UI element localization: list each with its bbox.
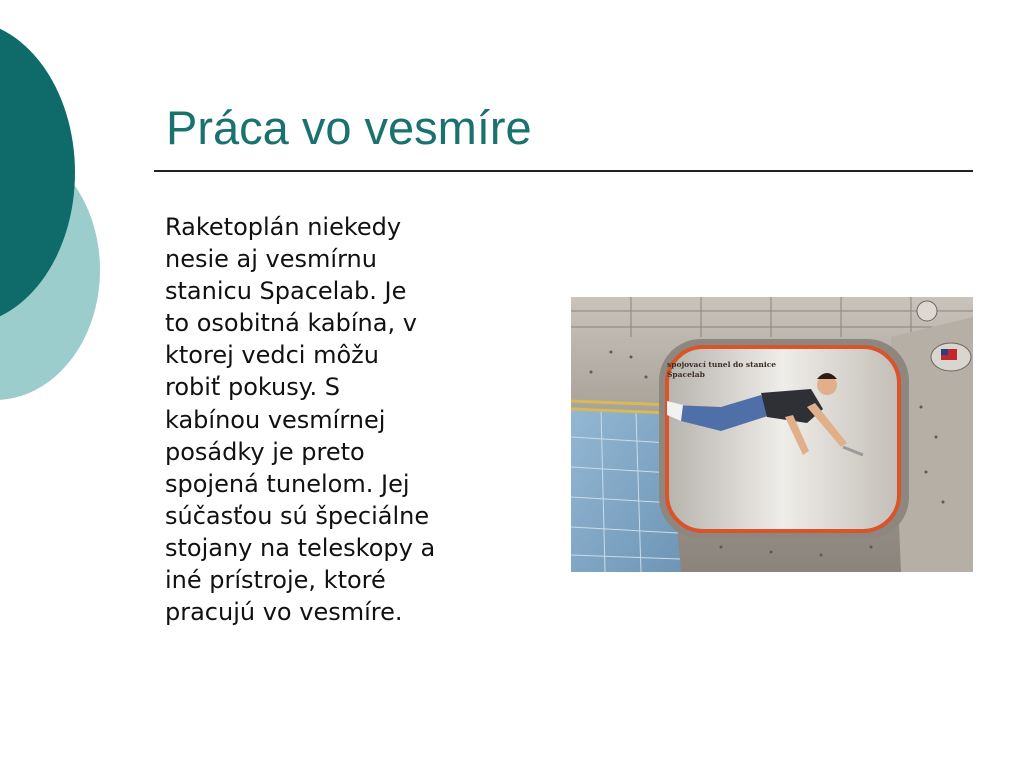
body-line: stojany na teleskopy a bbox=[165, 533, 436, 562]
body-line: robiť pokusy. S bbox=[165, 373, 341, 402]
tunnel-caption-line1: spojovací tunel do stanice bbox=[667, 360, 777, 369]
body-line: spojená tunelom. Jej bbox=[165, 469, 410, 498]
body-line: stanicu Spacelab. Je bbox=[165, 277, 407, 306]
spacelab-tunnel-illustration bbox=[571, 297, 973, 572]
slide-title: Práca vo vesmíre bbox=[166, 101, 532, 154]
body-line: nesie aj vesmírnu bbox=[165, 245, 377, 274]
hatch-icon bbox=[917, 301, 937, 321]
body-line: pracujú vo vesmíre. bbox=[165, 598, 403, 627]
body-line: to osobitná kabína, v bbox=[165, 309, 417, 338]
body-line: iné prístroje, ktoré bbox=[165, 566, 386, 595]
body-line: posádky je preto bbox=[165, 437, 365, 466]
body-line: ktorej vedci môžu bbox=[165, 341, 379, 370]
body-line: kabínou vesmírnej bbox=[165, 405, 386, 434]
slide-body-text bbox=[165, 211, 593, 628]
body-line: súčasťou sú špeciálne bbox=[165, 501, 430, 530]
tunnel-caption-line2: Spacelab bbox=[667, 370, 705, 379]
title-divider bbox=[154, 170, 973, 172]
body-line: Raketoplán niekedy bbox=[165, 213, 402, 241]
